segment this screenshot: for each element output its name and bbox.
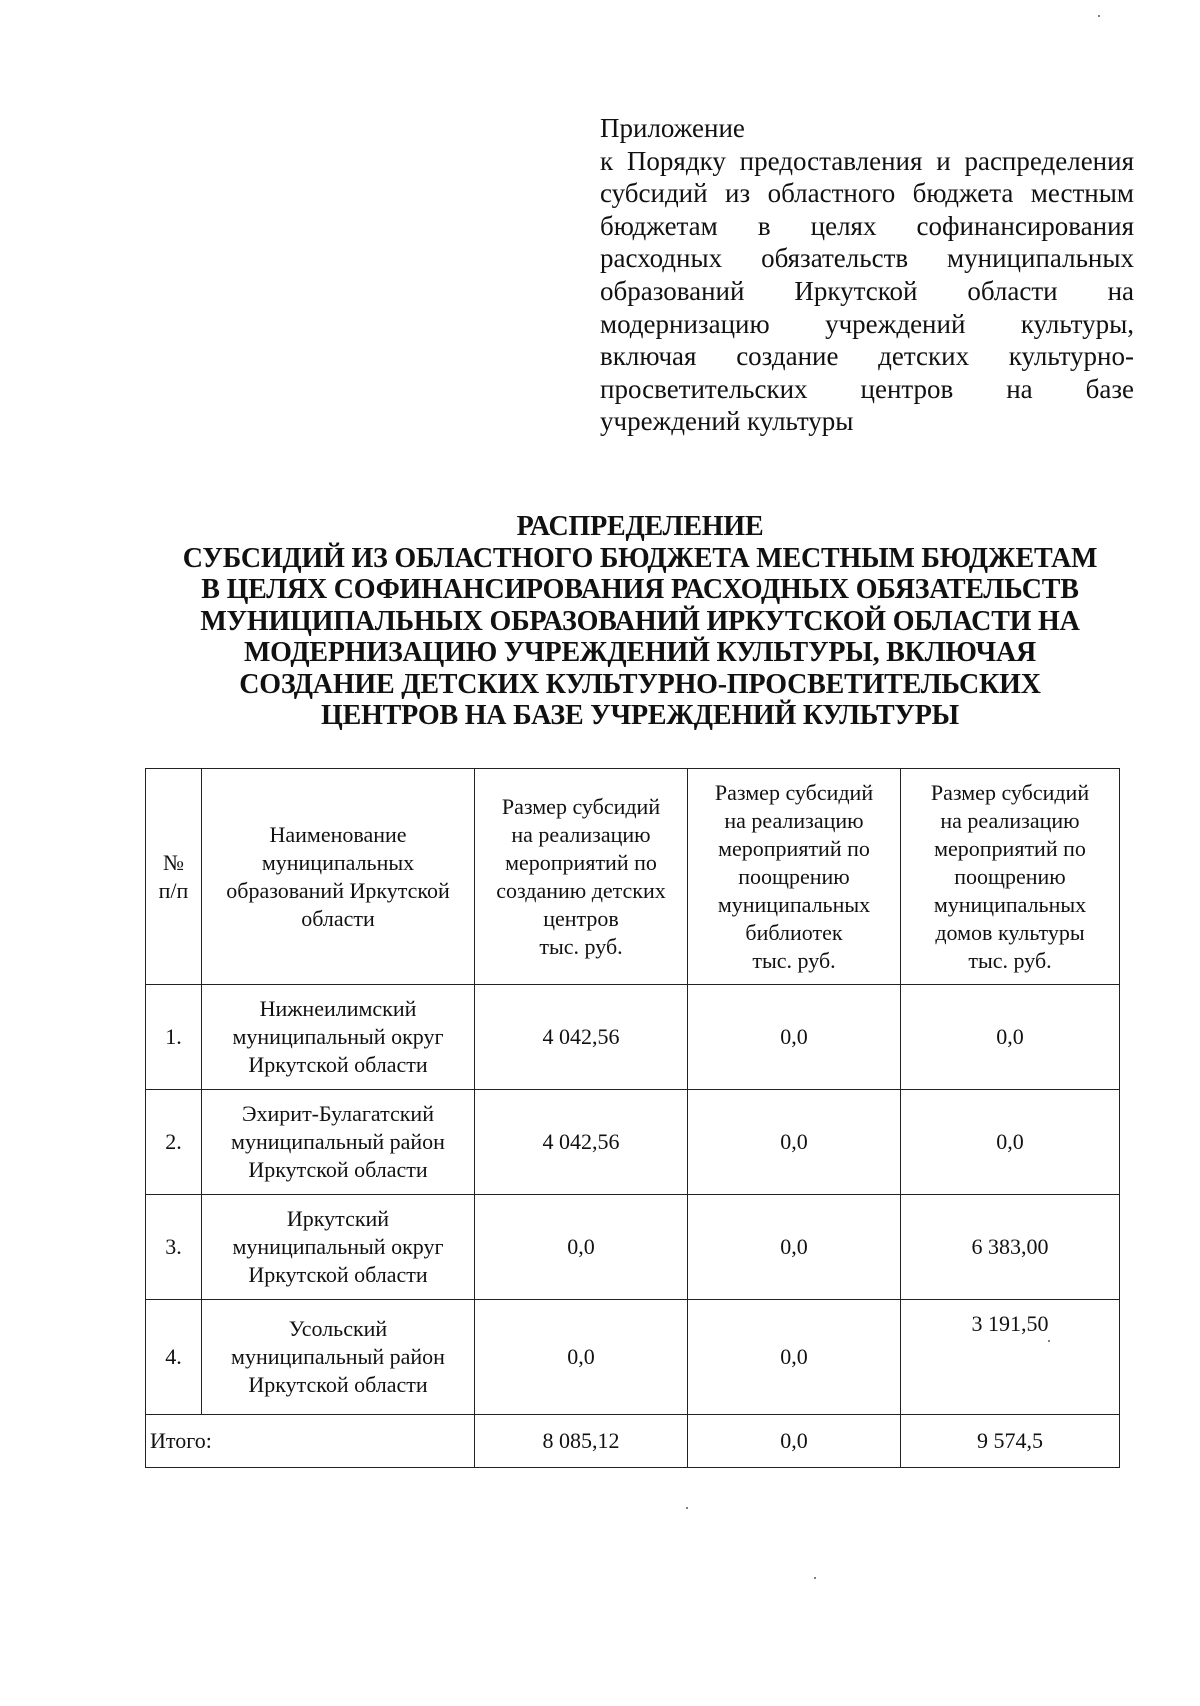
- table-total-row: [146, 1415, 1120, 1468]
- row-children-centers: 0,0: [475, 1300, 688, 1415]
- row-municipality: Усольский муниципальный район Иркутской области: [202, 1300, 475, 1415]
- scan-speck: [686, 1507, 688, 1509]
- table-row: [146, 1300, 1120, 1415]
- total-culture-houses: 9 574,5: [901, 1415, 1120, 1468]
- row-municipality: Иркутский муниципальный округ Иркутской области: [202, 1195, 475, 1300]
- row-children-centers: 4 042,56: [475, 985, 688, 1090]
- row-children-centers: 0,0: [475, 1195, 688, 1300]
- row-culture-houses: 0,0: [901, 985, 1120, 1090]
- title-line: СУБСИДИЙ ИЗ ОБЛАСТНОГО БЮДЖЕТА МЕСТНЫМ БЮДЖЕТАМ: [182, 542, 1098, 574]
- header-libraries: Размер субсидий на реализацию мероприятий по поощрению муниципальных библиотек тыс. руб.: [688, 769, 901, 985]
- table-row: [146, 1090, 1120, 1195]
- total-label: Итого:: [146, 1415, 475, 1468]
- header-name: Наименование муниципальных образований Иркутской области: [202, 769, 475, 985]
- title-line: МУНИЦИПАЛЬНЫХ ОБРАЗОВАНИЙ ИРКУТСКОЙ ОБЛАСТИ НА: [200, 605, 1080, 637]
- table-header-row: [146, 769, 1120, 985]
- row-culture-houses: 6 383,00: [901, 1195, 1120, 1300]
- row-children-centers: 4 042,56: [475, 1090, 688, 1195]
- scan-speck: [814, 1577, 816, 1579]
- total-children-centers: 8 085,12: [475, 1415, 688, 1468]
- appendix-heading: Приложение: [600, 113, 745, 143]
- header-culture-houses: Размер субсидий на реализацию мероприятий по поощрению муниципальных домов культуры тыс. руб.: [901, 769, 1120, 985]
- header-children-centers: Размер субсидий на реализацию мероприятий по созданию детских центров тыс. руб.: [475, 769, 688, 985]
- table-row: [146, 985, 1120, 1090]
- row-num: 2.: [146, 1090, 202, 1195]
- row-municipality: Нижнеилимский муниципальный округ Иркутской области: [202, 985, 475, 1090]
- table-row: [146, 1195, 1120, 1300]
- appendix-text: к Порядку предоставления и распределения субсидий из областного бюджета местным бюджетам в целях софинансирования расходных обязательств муниципальных образований Иркутской области на модернизацию учреждений культуры, включая создание детских культурно-просветительских центров на базе учреждений культуры: [600, 145, 1134, 437]
- row-libraries: 0,0: [688, 1090, 901, 1195]
- row-municipality: Эхирит-Булагатский муниципальный район Иркутской области: [202, 1090, 475, 1195]
- row-libraries: 0,0: [688, 985, 901, 1090]
- distribution-table: [145, 768, 1120, 1468]
- row-culture-houses: 0,0: [901, 1090, 1120, 1195]
- scan-speck: [1048, 1340, 1050, 1342]
- title-line: МОДЕРНИЗАЦИЮ УЧРЕЖДЕНИЙ КУЛЬТУРЫ, ВКЛЮЧАЯ: [243, 637, 1037, 668]
- header-num: № п/п: [146, 769, 202, 985]
- row-culture-houses: 3 191,50: [901, 1300, 1120, 1415]
- scan-speck: [1098, 15, 1100, 17]
- title-line: В ЦЕЛЯХ СОФИНАНСИРОВАНИЯ РАСХОДНЫХ ОБЯЗАТЕЛЬСТВ: [201, 574, 1079, 605]
- total-libraries: 0,0: [688, 1415, 901, 1468]
- row-num: 4.: [146, 1300, 202, 1415]
- document-title: [140, 511, 1140, 732]
- row-num: 1.: [146, 985, 202, 1090]
- row-libraries: 0,0: [688, 1300, 901, 1415]
- row-num: 3.: [146, 1195, 202, 1300]
- appendix-block: [600, 112, 1134, 438]
- title-line: ЦЕНТРОВ НА БАЗЕ УЧРЕЖДЕНИЙ КУЛЬТУРЫ: [321, 700, 959, 731]
- title-line: СОЗДАНИЕ ДЕТСКИХ КУЛЬТУРНО-ПРОСВЕТИТЕЛЬСКИХ: [239, 668, 1041, 700]
- row-libraries: 0,0: [688, 1195, 901, 1300]
- title-line: РАСПРЕДЕЛЕНИЕ: [516, 511, 764, 542]
